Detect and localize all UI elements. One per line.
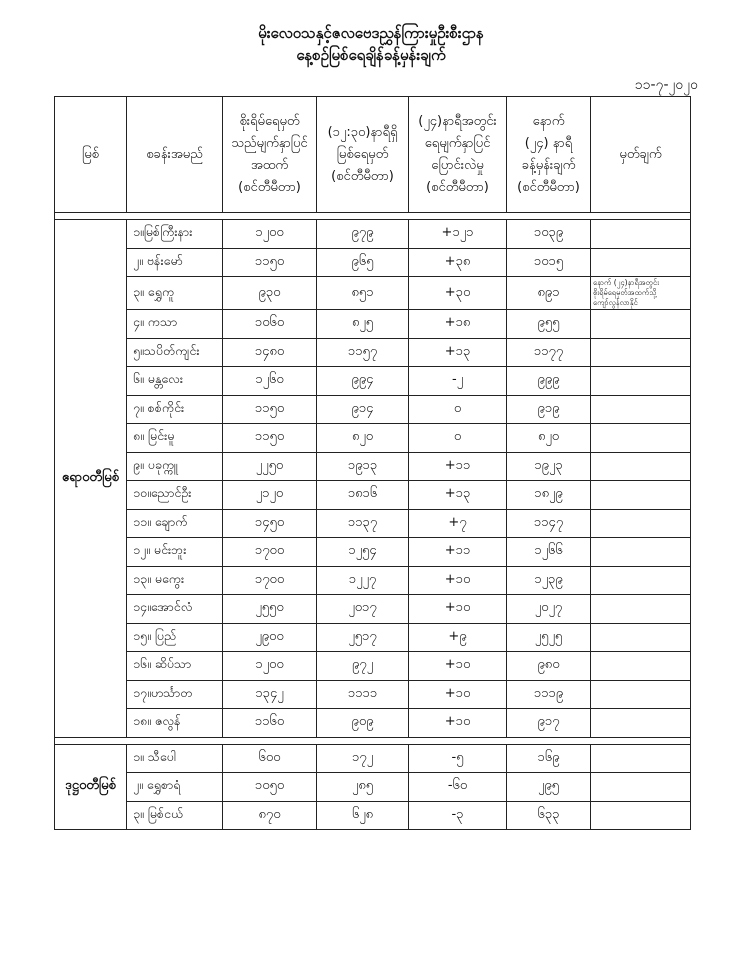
current-level-cell: ၈၂၀ bbox=[317, 424, 409, 453]
change-cell: -၆၀ bbox=[409, 773, 507, 802]
remark-cell bbox=[591, 509, 691, 538]
table-row bbox=[55, 709, 691, 738]
forecast-cell: ၁၂၃၉ bbox=[507, 566, 591, 595]
station-name: ၁၃။ မကွေး bbox=[127, 566, 223, 595]
station-name: ၉။ ပခုက္ကူ bbox=[127, 452, 223, 481]
station-name: ၁၂။ မင်းဘူး bbox=[127, 538, 223, 567]
station-name: ၁၇။ဟင်္သာတ bbox=[127, 680, 223, 709]
river-level-table bbox=[54, 96, 691, 830]
station-name: ၁၁။ ချောက် bbox=[127, 509, 223, 538]
forecast-cell: ၉၈၀ bbox=[507, 652, 591, 681]
current-level-cell: ၁၁၃၇ bbox=[317, 509, 409, 538]
danger-level-cell: ၁၁၅၀ bbox=[223, 424, 317, 453]
danger-level-cell: ၁၇၀၀ bbox=[223, 538, 317, 567]
table-row bbox=[55, 310, 691, 339]
forecast-cell: ၁၀၃၉ bbox=[507, 220, 591, 249]
table-row bbox=[55, 801, 691, 830]
table-row bbox=[55, 773, 691, 802]
danger-level-cell: ၉၃၀ bbox=[223, 277, 317, 310]
current-level-cell: ၉၀၉ bbox=[317, 709, 409, 738]
forecast-cell: ၁၆၉ bbox=[507, 744, 591, 773]
column-header-current-level: (၁၂:၃၀)နာရီရှိ မြစ်ရေမှတ် (စင်တီမီတာ) bbox=[317, 97, 409, 213]
forecast-cell: ၂၀၂၇ bbox=[507, 595, 591, 624]
change-cell: +၉ bbox=[409, 623, 507, 652]
danger-level-cell: ၁၂၆၀ bbox=[223, 367, 317, 396]
remark-cell bbox=[591, 424, 691, 453]
forecast-cell: ၁၉၂၃ bbox=[507, 452, 591, 481]
change-cell: +၇ bbox=[409, 509, 507, 538]
current-level-cell: ၉၉၄ bbox=[317, 367, 409, 396]
current-level-cell: ၁၇၂ bbox=[317, 744, 409, 773]
station-name: ၁၄။အောင်လံ bbox=[127, 595, 223, 624]
current-level-cell: ၁၁၅၇ bbox=[317, 338, 409, 367]
report-date: ၁၁-၇-၂၀၂၀ bbox=[634, 77, 698, 93]
river-name: ဧရာဝတီမြစ် bbox=[55, 220, 127, 738]
column-header-forecast: နောက် (၂၄) နာရီ ခန့်မှန်းချက် (စင်တီမီတာ) bbox=[507, 97, 591, 213]
danger-level-cell: ၂၂၅၀ bbox=[223, 452, 317, 481]
station-name: ၁၈။ ဇလွန် bbox=[127, 709, 223, 738]
danger-level-cell: ၁၁၆၀ bbox=[223, 709, 317, 738]
current-level-cell: ၂၈၅ bbox=[317, 773, 409, 802]
station-name: ၁၅။ ပြည် bbox=[127, 623, 223, 652]
forecast-cell: ၁၂၆၆ bbox=[507, 538, 591, 567]
remark-cell bbox=[591, 248, 691, 277]
current-level-cell: ၁၁၁၁ bbox=[317, 680, 409, 709]
river-name: ဒုဋ္ဌဝတီမြစ် bbox=[55, 744, 127, 830]
danger-level-cell: ၁၀၆၀ bbox=[223, 310, 317, 339]
table-row bbox=[55, 367, 691, 396]
station-name: ၁၆။ ဆိပ်သာ bbox=[127, 652, 223, 681]
remark-cell bbox=[591, 773, 691, 802]
change-cell: +၁၁ bbox=[409, 452, 507, 481]
remark-cell bbox=[591, 220, 691, 249]
station-name: ၃။ မြစ်ငယ် bbox=[127, 801, 223, 830]
current-level-cell: ၁၂၅၄ bbox=[317, 538, 409, 567]
column-header-river: မြစ် bbox=[55, 97, 127, 213]
table-row bbox=[55, 248, 691, 277]
danger-level-cell: ၁၁၅၀ bbox=[223, 248, 317, 277]
current-level-cell: ၉၁၄ bbox=[317, 395, 409, 424]
danger-level-cell: ၁၄၈၀ bbox=[223, 338, 317, 367]
table-row bbox=[55, 680, 691, 709]
column-header-remarks: မှတ်ချက် bbox=[591, 97, 691, 213]
header-row bbox=[55, 97, 691, 213]
current-level-cell: ၈၂၅ bbox=[317, 310, 409, 339]
forecast-cell: ၉၉၉ bbox=[507, 367, 591, 396]
station-name: ၇။ စစ်ကိုင်း bbox=[127, 395, 223, 424]
change-cell: +၁၀ bbox=[409, 652, 507, 681]
station-name: ၅။သပိတ်ကျင်း bbox=[127, 338, 223, 367]
column-header-24h-change: (၂၄)နာရီအတွင်း ရေမျက်နှာပြင် ပြောင်းလဲမှု (စင်တီမီတာ) bbox=[409, 97, 507, 213]
remark-cell bbox=[591, 595, 691, 624]
column-header-danger-level: စိုးရိမ်ရေမှတ် သည်မျက်နှာပြင် အထက် (စင်တီမီတာ) bbox=[223, 97, 317, 213]
danger-level-cell: ၁၃၄၂ bbox=[223, 680, 317, 709]
change-cell: +၁၂၁ bbox=[409, 220, 507, 249]
table-row bbox=[55, 424, 691, 453]
danger-level-cell: ၁၂၀၀ bbox=[223, 220, 317, 249]
remark-cell bbox=[591, 367, 691, 396]
forecast-cell: ၂၉၅ bbox=[507, 773, 591, 802]
page-title: မိုးလေဝသနှင့်ဇလဗေဒညွှန်ကြားမှုဦးစီးဌာန bbox=[258, 24, 484, 42]
change-cell: +၃၀ bbox=[409, 277, 507, 310]
table-row bbox=[55, 509, 691, 538]
danger-level-cell: ၆၀၀ bbox=[223, 744, 317, 773]
table-row bbox=[55, 220, 691, 249]
danger-level-cell: ၂၅၅၀ bbox=[223, 595, 317, 624]
remark-cell bbox=[591, 566, 691, 595]
station-name: ၂။ ရွှေစာရံ bbox=[127, 773, 223, 802]
remark-cell bbox=[591, 709, 691, 738]
remark-cell bbox=[591, 801, 691, 830]
forecast-cell: ၆၃၃ bbox=[507, 801, 591, 830]
current-level-cell: ၁၂၂၇ bbox=[317, 566, 409, 595]
danger-level-cell: ၈၇၀ bbox=[223, 801, 317, 830]
change-cell: -၃ bbox=[409, 801, 507, 830]
change-cell: -၂ bbox=[409, 367, 507, 396]
group-dokehtawady bbox=[55, 744, 691, 830]
forecast-cell: ၁၁၇၇ bbox=[507, 338, 591, 367]
remark-cell bbox=[591, 623, 691, 652]
forecast-cell: ၈၉၁ bbox=[507, 277, 591, 310]
forecast-cell: ၁၁၄၇ bbox=[507, 509, 591, 538]
remark-cell bbox=[591, 395, 691, 424]
current-level-cell: ၆၂၈ bbox=[317, 801, 409, 830]
change-cell: +၁၁ bbox=[409, 538, 507, 567]
forecast-cell: ၁၁၁၉ bbox=[507, 680, 591, 709]
station-name: ၂။ ဗန်းမော် bbox=[127, 248, 223, 277]
remark-cell: နောက် (၂၄)နာရီအတွင်း စိုးရိမ်ရေမှတ်အထက်သို့ ကျော်လွန်လာနိုင် bbox=[591, 277, 691, 310]
change-cell: +၁၀ bbox=[409, 566, 507, 595]
danger-level-cell: ၂၁၂၀ bbox=[223, 481, 317, 510]
change-cell: -၅ bbox=[409, 744, 507, 773]
table-row bbox=[55, 744, 691, 773]
change-cell: +၃၈ bbox=[409, 248, 507, 277]
current-level-cell: ၁၈၁၆ bbox=[317, 481, 409, 510]
table-row bbox=[55, 395, 691, 424]
page-subtitle: နေ့စဉ်မြစ်ရေချိန်ခန့်မှန်းချက် bbox=[296, 46, 446, 64]
remark-cell bbox=[591, 452, 691, 481]
current-level-cell: ၈၅၁ bbox=[317, 277, 409, 310]
change-cell: +၁၈ bbox=[409, 310, 507, 339]
current-level-cell: ၂၅၁၇ bbox=[317, 623, 409, 652]
table-row bbox=[55, 277, 691, 310]
remark-cell bbox=[591, 310, 691, 339]
remark-cell bbox=[591, 652, 691, 681]
change-cell: +၁၃ bbox=[409, 338, 507, 367]
danger-level-cell: ၂၉၀၀ bbox=[223, 623, 317, 652]
station-name: ၁။ သီပေါ bbox=[127, 744, 223, 773]
station-name: ၃။ ရွှေကူ bbox=[127, 277, 223, 310]
forecast-cell: ၉၅၅ bbox=[507, 310, 591, 339]
remark-cell bbox=[591, 338, 691, 367]
station-name: ၄။ ကသာ bbox=[127, 310, 223, 339]
group-irrawaddy bbox=[55, 220, 691, 738]
table-row bbox=[55, 595, 691, 624]
station-name: ၁၀။ညောင်ဦး bbox=[127, 481, 223, 510]
table-row bbox=[55, 338, 691, 367]
table-row bbox=[55, 623, 691, 652]
change-cell: +၁၀ bbox=[409, 595, 507, 624]
remark-cell bbox=[591, 680, 691, 709]
change-cell: ၀ bbox=[409, 424, 507, 453]
forecast-cell: ၁၀၁၅ bbox=[507, 248, 591, 277]
remark-cell bbox=[591, 744, 691, 773]
change-cell: ၀ bbox=[409, 395, 507, 424]
forecast-cell: ၈၂၀ bbox=[507, 424, 591, 453]
table-row bbox=[55, 481, 691, 510]
danger-level-cell: ၁၄၅၀ bbox=[223, 509, 317, 538]
forecast-cell: ၉၁၉ bbox=[507, 395, 591, 424]
forecast-cell: ၂၅၂၅ bbox=[507, 623, 591, 652]
remark-cell bbox=[591, 538, 691, 567]
station-name: ၁။မြစ်ကြီးနား bbox=[127, 220, 223, 249]
station-name: ၈။ မြင်းမူ bbox=[127, 424, 223, 453]
change-cell: +၁၀ bbox=[409, 709, 507, 738]
forecast-cell: ၉၁၇ bbox=[507, 709, 591, 738]
current-level-cell: ၉၆၅ bbox=[317, 248, 409, 277]
table-row bbox=[55, 652, 691, 681]
current-level-cell: ၉၇၉ bbox=[317, 220, 409, 249]
forecast-cell: ၁၈၂၉ bbox=[507, 481, 591, 510]
table-row bbox=[55, 452, 691, 481]
danger-level-cell: ၁၇၀၀ bbox=[223, 566, 317, 595]
station-name: ၆။ မန္တလေး bbox=[127, 367, 223, 396]
change-cell: +၁၀ bbox=[409, 680, 507, 709]
table-row bbox=[55, 538, 691, 567]
current-level-cell: ၂၀၁၇ bbox=[317, 595, 409, 624]
change-cell: +၁၃ bbox=[409, 481, 507, 510]
column-header-station: စခန်းအမည် bbox=[127, 97, 223, 213]
danger-level-cell: ၁၀၅၀ bbox=[223, 773, 317, 802]
danger-level-cell: ၁၁၅၀ bbox=[223, 395, 317, 424]
remark-cell bbox=[591, 481, 691, 510]
table-row bbox=[55, 566, 691, 595]
danger-level-cell: ၁၂၀၀ bbox=[223, 652, 317, 681]
current-level-cell: ၁၉၁၃ bbox=[317, 452, 409, 481]
current-level-cell: ၉၇၂ bbox=[317, 652, 409, 681]
